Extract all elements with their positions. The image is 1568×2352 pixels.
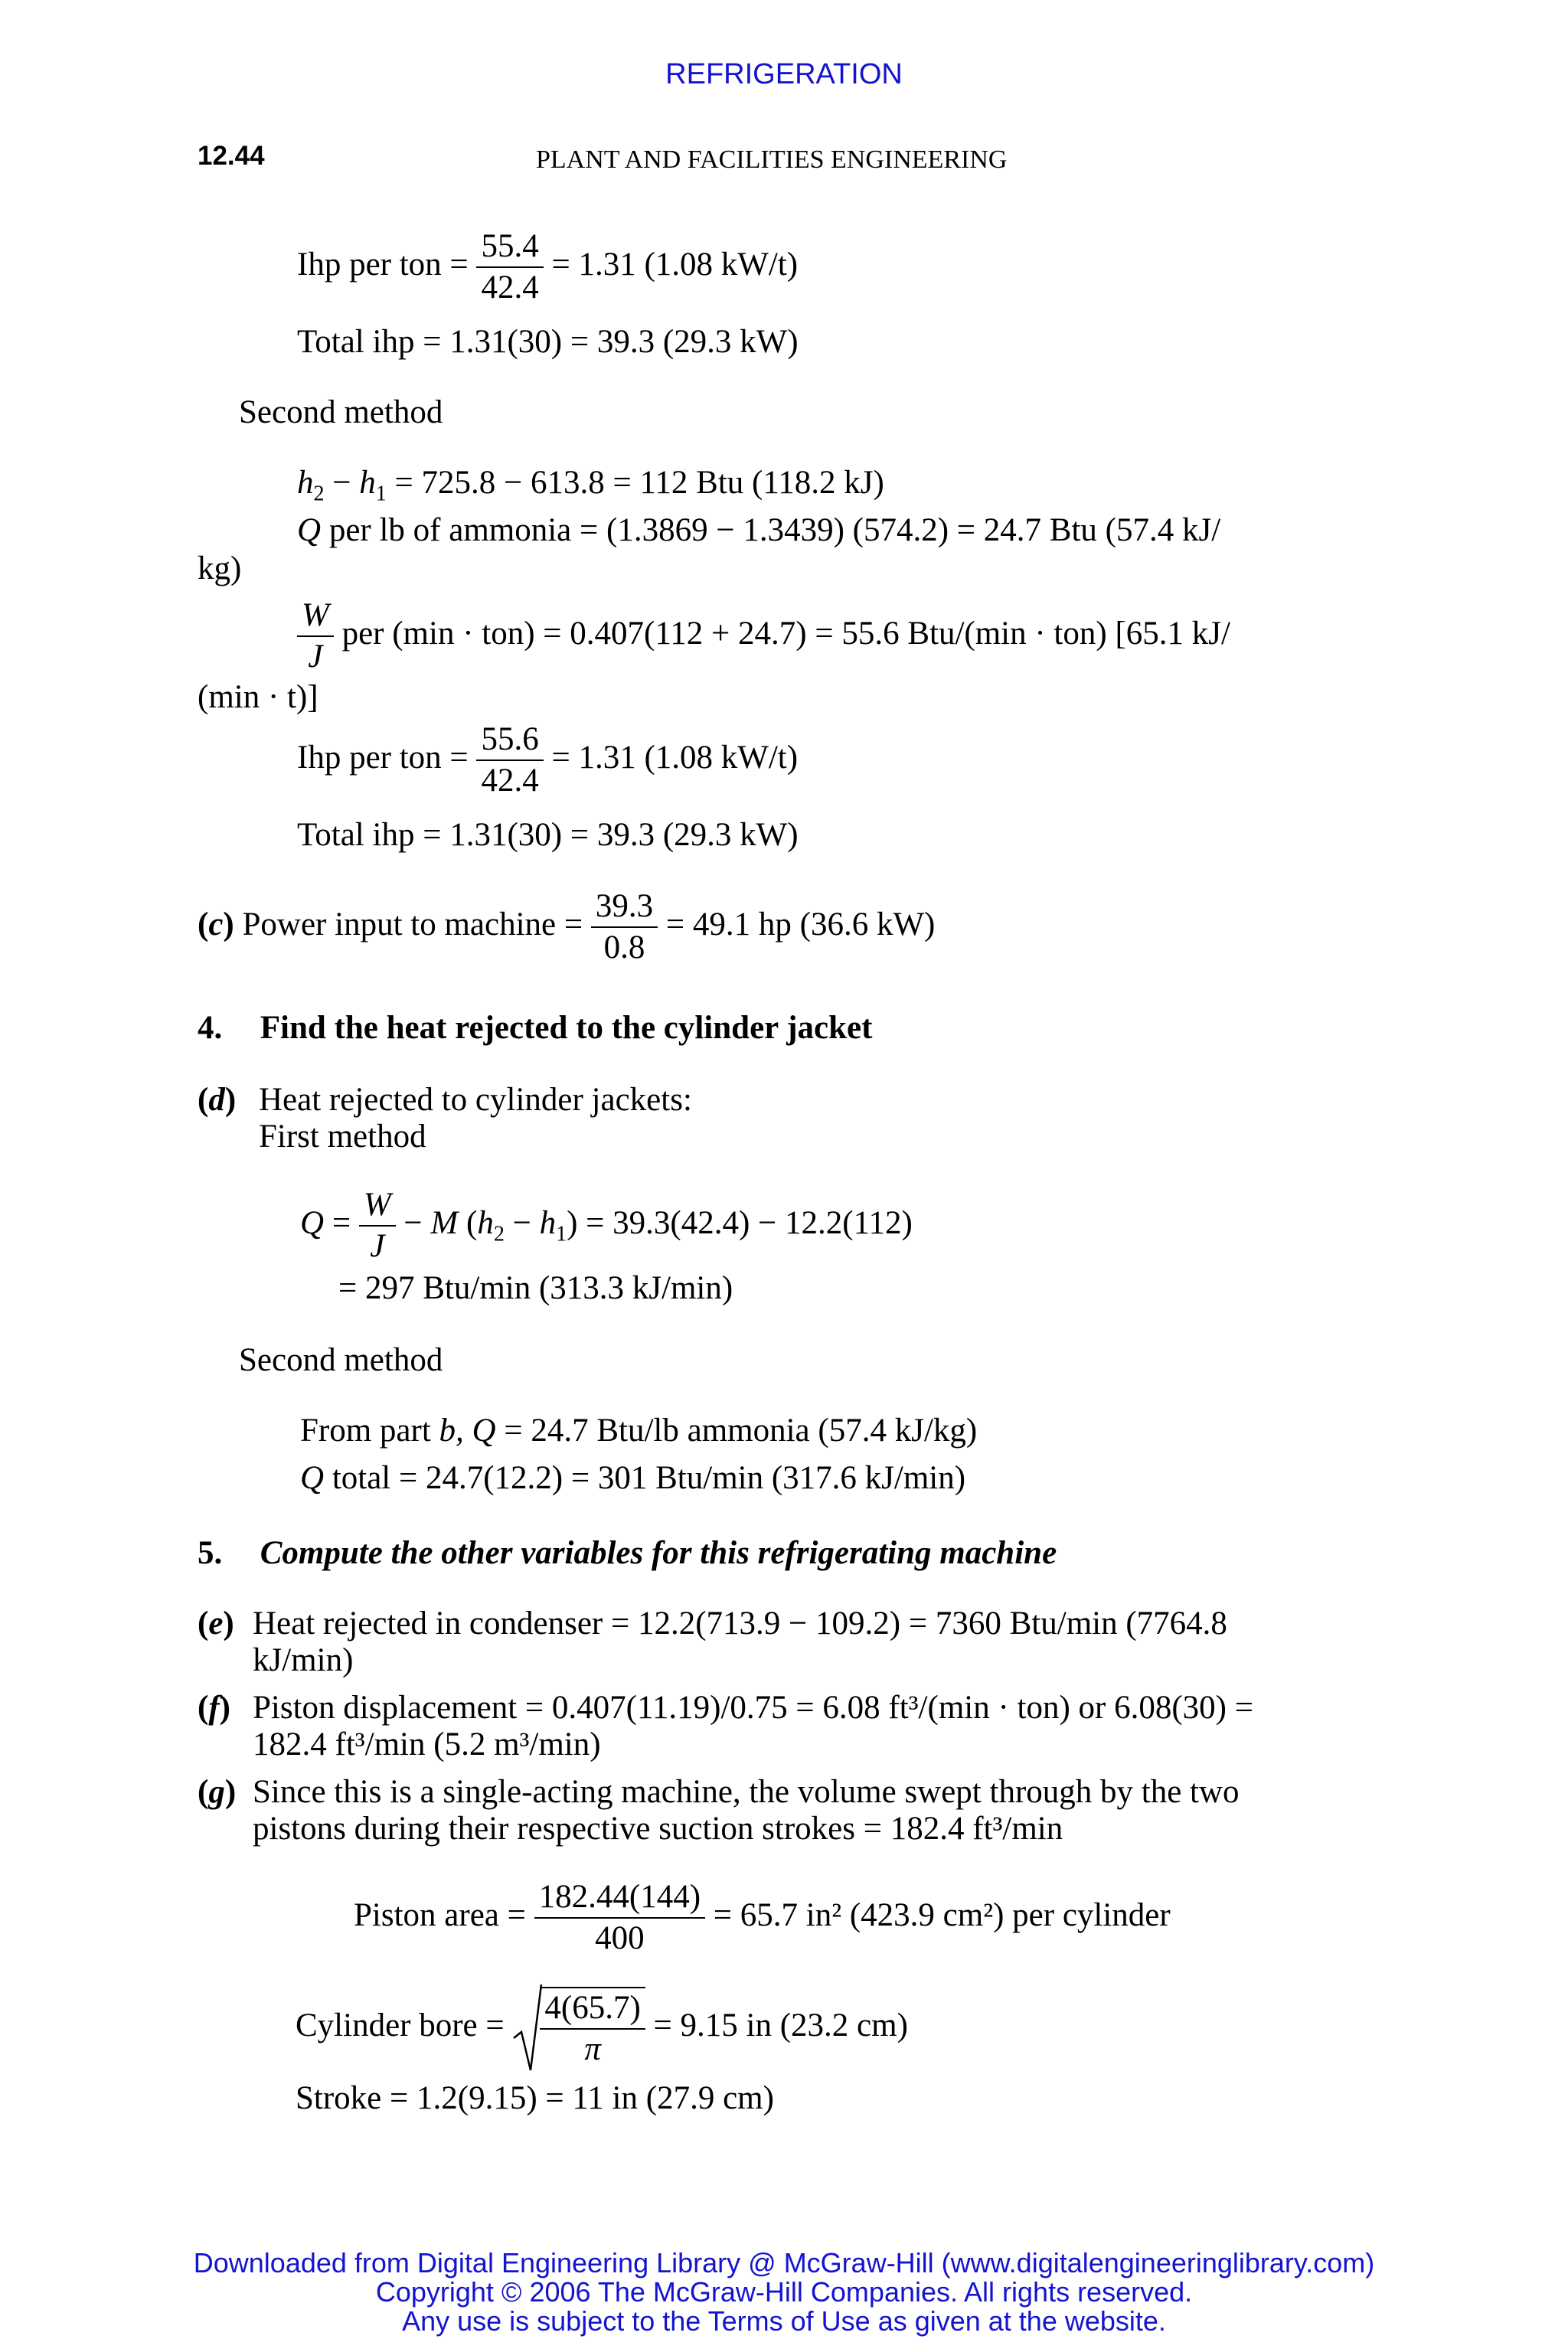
- page-number: 12.44: [198, 141, 265, 171]
- total-ihp-2: Total ihp = 1.31(30) = 39.3 (29.3 kW): [297, 817, 799, 853]
- q-total-text: total = 24.7(12.2) = 301 Btu/min (317.6 kJ/min): [332, 1460, 966, 1496]
- piston-area-denominator: 400: [595, 1920, 645, 1956]
- running-title: PLANT AND FACILITIES ENGINEERING: [536, 145, 1008, 174]
- step-4-title: Find the heat rejected to the cylinder jacket: [260, 1010, 873, 1046]
- w-over-j-cont: (min · t)]: [198, 679, 318, 715]
- part-e-label: (e): [198, 1606, 234, 1642]
- footer-copyright: Copyright © 2006 The McGraw-Hill Companies. All rights reserved.: [375, 2276, 1193, 2308]
- part-f-label: (f): [198, 1690, 230, 1726]
- piston-area-numerator: 182.44(144): [534, 1877, 705, 1919]
- total-ihp-1: Total ihp = 1.31(30) = 39.3 (29.3 kW): [297, 324, 799, 360]
- radical-sign-icon: [512, 1983, 543, 2073]
- ihp-result: = 1.31 (1.08 kW/t): [551, 246, 799, 283]
- part-c-label: (c): [198, 906, 234, 942]
- step-5-heading: [198, 1534, 1057, 1573]
- piston-area-result: = 65.7 in² (423.9 cm²) per cylinder: [713, 1896, 1171, 1933]
- ihp-label: Ihp per ton: [297, 246, 442, 283]
- piston-area-eq: [354, 1877, 1171, 1958]
- ihp-numerator-2: 55.6: [476, 720, 543, 761]
- cylinder-bore-fraction: [540, 1987, 645, 2069]
- j-symbol: J: [308, 639, 323, 675]
- jacket-heat-result: = 297 Btu/min (313.3 kJ/min): [338, 1270, 733, 1306]
- part-d-label: (d): [198, 1082, 237, 1118]
- q-per-lb-cont: kg): [198, 550, 242, 586]
- part-d-line-1: Heat rejected to cylinder jackets:: [259, 1082, 692, 1118]
- second-method-heading-2: Second method: [239, 1342, 443, 1378]
- part-c-result: = 49.1 hp (36.6 kW): [665, 906, 936, 942]
- piston-area-label: Piston area =: [354, 1896, 526, 1933]
- footer-download-notice[interactable]: Downloaded from Digital Engineering Library @ McGraw-Hill (www.digitalengineeringlibrary.com): [193, 2247, 1375, 2278]
- stroke-eq: Stroke = 1.2(9.15) = 11 in (27.9 cm): [296, 2080, 774, 2116]
- ihp-per-ton-eq-2: Ihp per ton = $\frac{55.6}{42.4}$ = 1.31 (1.08 kW/t): [297, 720, 798, 801]
- part-f-line-2: 182.4 ft³/min (5.2 m³/min): [253, 1726, 601, 1762]
- cylinder-bore-denominator: π: [584, 2031, 601, 2067]
- jacket-heat-eq: Q = $\frac{W}{J}$ − M $(h_2 - h_1) = 39.3(42.4) - 12.2(112)$: [300, 1185, 913, 1266]
- from-part-rest: = 24.7 Btu/lb ammonia (57.4 kJ/kg): [504, 1413, 978, 1449]
- part-c-denominator: 0.8: [603, 929, 645, 965]
- jacket-w-over-j: [359, 1185, 396, 1266]
- jacket-w-symbol: W: [359, 1185, 396, 1227]
- q-line-text: per lb of ammonia = (1.3869 − 1.3439) (574.2) = 24.7 Btu (57.4 kJ/: [328, 512, 1221, 548]
- ihp-fraction: [476, 227, 543, 308]
- cylinder-bore-label: Cylinder bore =: [296, 2007, 505, 2043]
- ihp-numerator: 55.4: [476, 227, 543, 268]
- part-c-numerator: 39.3: [591, 887, 658, 928]
- step-5-number: 5.: [198, 1535, 223, 1571]
- part-e-line-1: Heat rejected in condenser = 12.2(713.9 − 109.2) = 7360 Btu/min (7764.8: [253, 1606, 1227, 1642]
- w-over-j-fraction: [297, 596, 334, 677]
- part-d-first-method: First method: [259, 1119, 426, 1155]
- from-part-text: From part: [300, 1413, 431, 1449]
- part-e-line-2: kJ/min): [253, 1642, 354, 1678]
- cylinder-bore-eq: [296, 1983, 908, 2073]
- square-root: [512, 1983, 645, 2073]
- ihp-denominator-2: 42.4: [481, 763, 539, 799]
- enthalpy-rest: = 725.8 − 613.8 = 112 Btu (118.2 kJ): [394, 465, 884, 501]
- part-g-line-1: Since this is a single-acting machine, the volume swept through by the two: [253, 1774, 1240, 1810]
- wj-text: per (min · ton) = 0.407(112 + 24.7) = 55.6 Btu/(min · ton) [65.1 kJ/: [341, 615, 1230, 652]
- ihp-denominator: 42.4: [481, 270, 539, 305]
- ihp-fraction-2: [476, 720, 543, 801]
- part-f-line-1: Piston displacement = 0.407(11.19)/0.75 = 6.08 ft³/(min · ton) or 6.08(30) =: [253, 1690, 1254, 1726]
- q-per-lb-eq: Q per lb of ammonia = (1.3869 − 1.3439) (574.2) = 24.7 Btu (57.4 kJ/: [297, 512, 1221, 548]
- part-c-fraction: [591, 887, 658, 968]
- step-5-title: Compute the other variables for this refrigerating machine: [260, 1535, 1057, 1571]
- ihp-label-2: Ihp per ton: [297, 739, 442, 776]
- jacket-eq-rest: = 39.3(42.4) − 12.2(112): [586, 1204, 913, 1241]
- jacket-j-symbol: J: [370, 1228, 385, 1264]
- cylinder-bore-numerator: 4(65.7): [540, 1988, 645, 2030]
- ihp-per-ton-eq-1: Ihp per ton = $\frac{55.4}{42.4}$ = 1.31 (1.08 kW/t): [297, 227, 798, 308]
- step-4-heading: [198, 1009, 872, 1047]
- step-4-number: 4.: [198, 1010, 223, 1046]
- part-c-power-input: [198, 887, 935, 968]
- part-g-line-2: pistons during their respective suction strokes = 182.4 ft³/min: [253, 1811, 1063, 1847]
- cylinder-bore-result: = 9.15 in (23.2 cm): [653, 2007, 908, 2043]
- footer-terms: Any use is subject to the Terms of Use as given at the website.: [402, 2305, 1166, 2337]
- section-header: REFRIGERATION: [665, 58, 903, 90]
- ihp-result-2: = 1.31 (1.08 kW/t): [551, 739, 799, 776]
- piston-area-fraction: [534, 1877, 705, 1958]
- enthalpy-difference-eq: $h_2 - h_1 = 725.8 - 613.8 = 112$ Btu (118.2 kJ): [297, 465, 884, 506]
- w-over-j-eq: [297, 596, 1230, 677]
- from-part-b-eq: From part b, Q = 24.7 Btu/lb ammonia (57.4 kJ/kg): [300, 1413, 978, 1449]
- second-method-heading-1: Second method: [239, 394, 443, 430]
- q-total-eq: Q total = 24.7(12.2) = 301 Btu/min (317.6 kJ/min): [300, 1460, 966, 1496]
- w-symbol: W: [297, 596, 334, 637]
- part-c-text: Power input to machine =: [242, 906, 583, 942]
- part-g-label: (g): [198, 1774, 237, 1810]
